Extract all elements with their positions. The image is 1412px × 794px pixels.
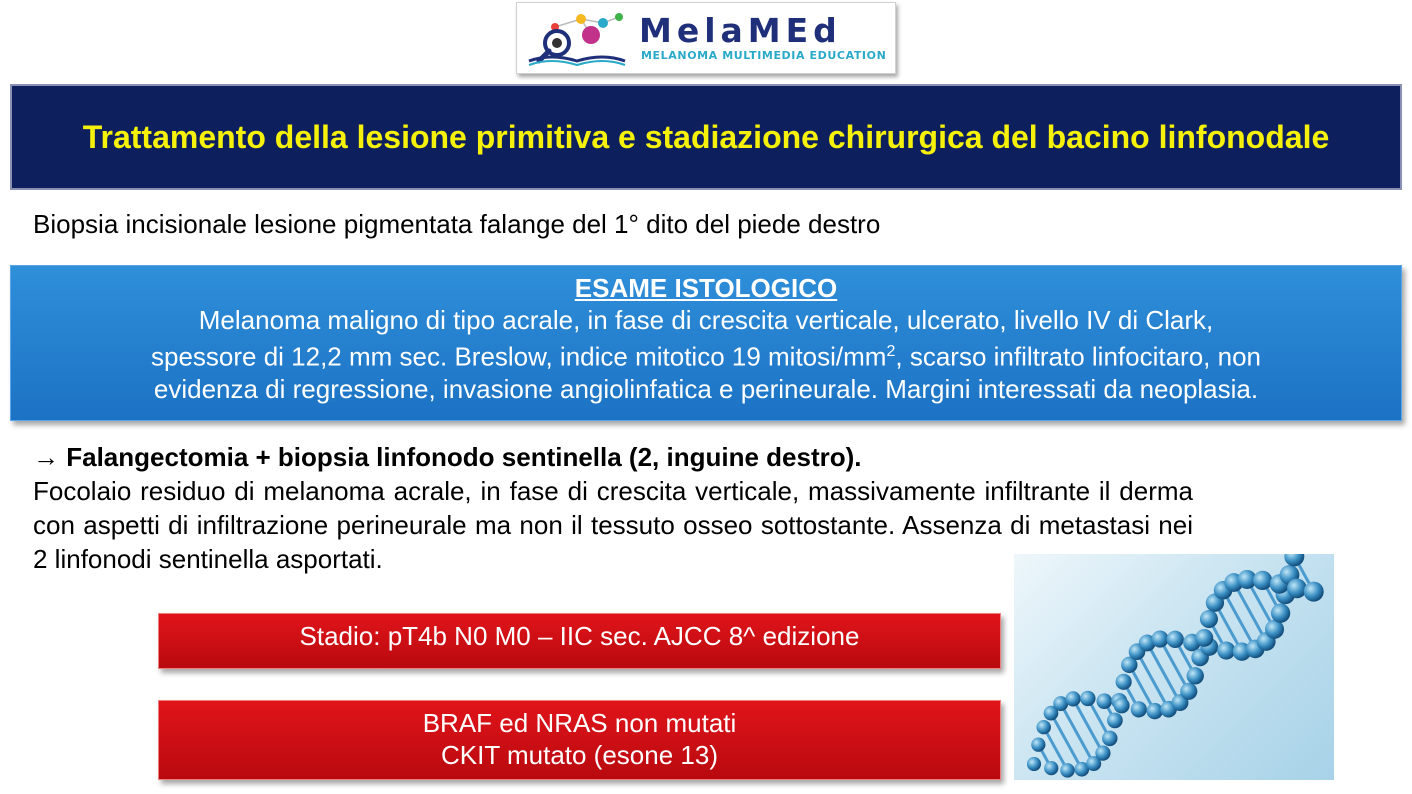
- dna-bead: [1195, 629, 1213, 647]
- dna-bead: [1096, 693, 1112, 709]
- dna-bead: [1095, 746, 1110, 761]
- dna-bead: [1036, 720, 1050, 734]
- dna-helix-image: [1014, 554, 1334, 780]
- mutation-line-2: CKIT mutato (esone 13): [441, 740, 718, 770]
- dna-rung: [1147, 643, 1180, 703]
- dna-bead: [1304, 582, 1324, 602]
- dna-rung: [1234, 583, 1266, 642]
- magnifier-book-icon: [521, 9, 637, 69]
- dna-rung: [1073, 699, 1103, 753]
- stage-box: [158, 613, 1001, 669]
- dna-bead: [1116, 674, 1132, 690]
- mutations-box: [158, 700, 1001, 780]
- dna-bead: [1287, 578, 1307, 598]
- dna-bead: [1044, 761, 1058, 775]
- dna-helix-icon: [1014, 554, 1334, 780]
- dna-bead: [1166, 631, 1183, 648]
- histology-line-2-text: spessore di 12,2 mm sec. Breslow, indice mitotico 19 mitosi/mm: [150, 341, 887, 372]
- dna-bead: [1065, 691, 1080, 706]
- dna-bead: [1284, 554, 1304, 566]
- dna-bead: [1253, 571, 1272, 590]
- dna-bead: [1102, 731, 1117, 746]
- logo-title: MelaMEd: [639, 11, 842, 50]
- procedure-text: Focolaio residuo di melanoma acrale, in fase di crescita verticale, massivamente infiltrante il derma con aspetti di infiltrazione perineurale ma non il tessuto osseo sottostante. Assenza di metastasi nei 2 linfonodi sentinella asportati.: [33, 476, 1193, 574]
- mutation-line-1: BRAF ed NRAS non mutati: [422, 708, 737, 738]
- histology-box: [10, 265, 1402, 421]
- dna-rung: [1061, 704, 1094, 764]
- dna-rung: [1051, 713, 1082, 769]
- dna-bead: [1131, 701, 1147, 717]
- dna-bead: [1217, 642, 1235, 660]
- dna-bead: [1114, 697, 1130, 713]
- procedure-heading: [33, 440, 1193, 474]
- dna-bead: [1147, 703, 1163, 719]
- dna-bead: [1031, 738, 1045, 752]
- procedure-heading-text: Falangectomia + biopsia linfonodo sentinella (2, inguine destro).: [66, 442, 862, 472]
- dna-bead: [1080, 691, 1095, 706]
- logo-subtitle: MELANOMA MULTIMEDIA EDUCATION: [641, 49, 887, 62]
- histology-line-2-tail: , scarso infiltrato linfocitaro, non: [895, 341, 1261, 372]
- slide-title-box: [10, 84, 1402, 190]
- dna-bead: [1271, 604, 1290, 623]
- melamed-logo: [516, 2, 896, 74]
- dna-bead: [1060, 763, 1074, 777]
- arrow-right-icon: →: [33, 442, 59, 472]
- histology-line-3: evidenza di regressione, invasione angiolinfatica e perineurale. Margini interessati da neoplasia.: [153, 373, 1259, 404]
- dna-bead: [1027, 757, 1041, 771]
- histology-line-1: Melanoma maligno di tipo acrale, in fase di crescita verticale, ulcerato, livello IV di Clark,: [198, 305, 1214, 335]
- dna-rung: [1137, 652, 1169, 710]
- histology-superscript: 2: [886, 343, 896, 360]
- dna-rung: [1223, 590, 1255, 649]
- dna-bead: [1187, 667, 1204, 684]
- histology-heading: ESAME ISTOLOGICO: [574, 273, 838, 303]
- dna-bead: [1107, 713, 1123, 729]
- biopsy-intro: Biopsia incisionale lesione pigmentata falange del 1° dito del piede destro: [33, 209, 881, 239]
- histology-line-2: [11, 336, 1401, 373]
- stage-text: Stadio: pT4b N0 M0 – IIC sec. AJCC 8^ edizione: [299, 621, 860, 651]
- dna-bead: [1151, 631, 1168, 648]
- dna-bead: [1180, 683, 1197, 700]
- slide-title: Trattamento della lesione primitiva e stadiazione chirurgica del bacino linfonodale: [82, 119, 1330, 155]
- dna-bead: [1200, 610, 1218, 628]
